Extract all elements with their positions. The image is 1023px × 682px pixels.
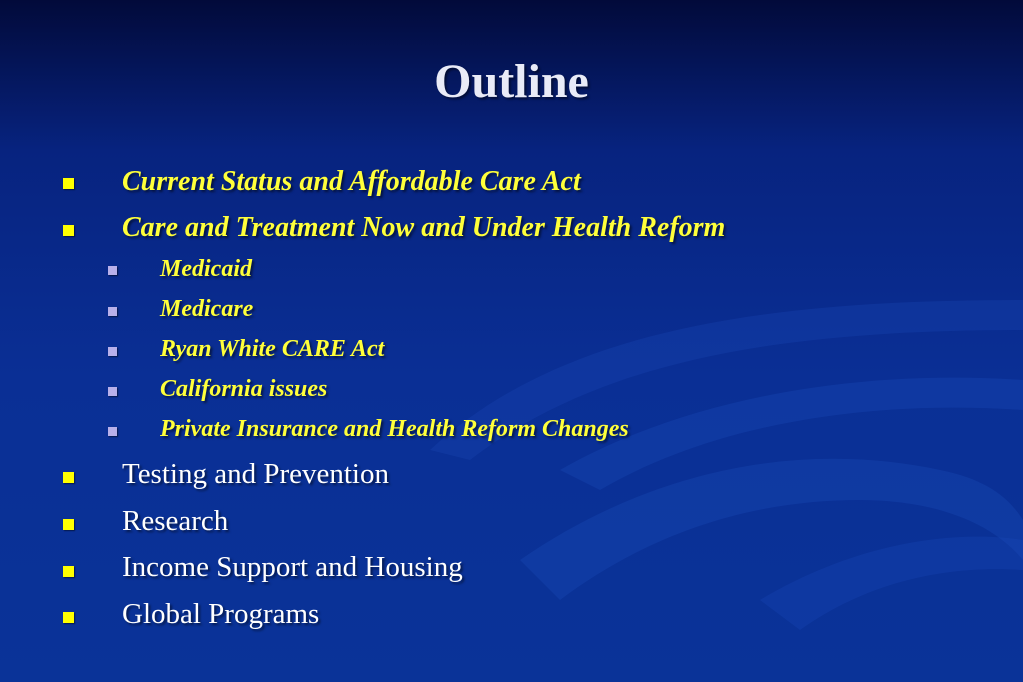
- outline-item-label: Income Support and Housing: [122, 551, 463, 583]
- square-bullet-icon: [63, 519, 74, 530]
- slide-title: Outline: [434, 55, 589, 108]
- outline-item-label: Research: [122, 505, 229, 537]
- square-bullet-icon: [108, 307, 117, 316]
- outline-subitem-label: Ryan White CARE Act: [160, 336, 385, 362]
- outline-item-label: Global Programs: [122, 598, 320, 630]
- outline-subitem-label: Medicaid: [160, 256, 252, 282]
- square-bullet-icon: [63, 612, 74, 623]
- outline-subitem-label: Medicare: [160, 296, 254, 322]
- square-bullet-icon: [63, 566, 74, 577]
- outline-subitem-label: California issues: [160, 376, 328, 402]
- outline-item-label: Care and Treatment Now and Under Health Reform: [122, 212, 726, 243]
- outline-item-label: Testing and Prevention: [122, 458, 389, 490]
- square-bullet-icon: [108, 266, 117, 275]
- outline-item-label: Current Status and Affordable Care Act: [122, 166, 581, 197]
- square-bullet-icon: [63, 225, 74, 236]
- square-bullet-icon: [108, 427, 117, 436]
- square-bullet-icon: [63, 472, 74, 483]
- square-bullet-icon: [63, 178, 74, 189]
- square-bullet-icon: [108, 347, 117, 356]
- outline-subitem-label: Private Insurance and Health Reform Changes: [160, 416, 629, 442]
- square-bullet-icon: [108, 387, 117, 396]
